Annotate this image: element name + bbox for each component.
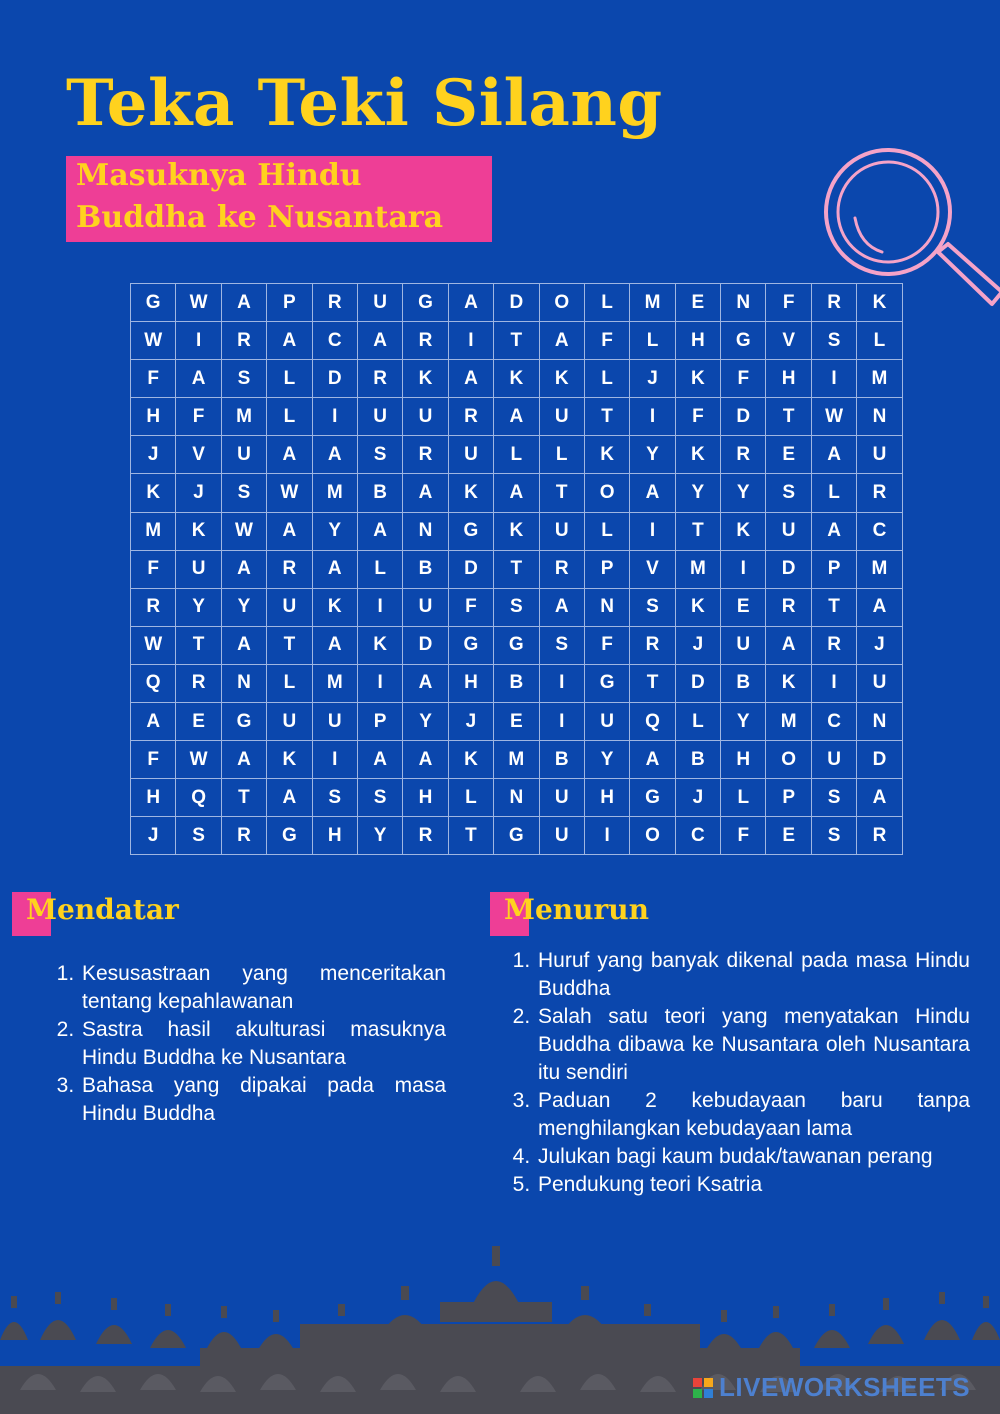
grid-cell[interactable]: N bbox=[721, 284, 766, 322]
grid-cell[interactable]: H bbox=[766, 360, 811, 398]
grid-cell[interactable]: T bbox=[494, 322, 539, 360]
grid-cell[interactable]: U bbox=[811, 741, 856, 779]
grid-cell[interactable]: K bbox=[494, 512, 539, 550]
grid-cell[interactable]: U bbox=[357, 284, 402, 322]
grid-cell[interactable]: R bbox=[312, 284, 357, 322]
grid-cell[interactable]: I bbox=[357, 664, 402, 702]
grid-cell[interactable]: I bbox=[811, 360, 856, 398]
grid-cell[interactable]: U bbox=[448, 436, 493, 474]
grid-cell[interactable]: S bbox=[357, 436, 402, 474]
menurun-clue-item: 2. Salah satu teori yang menyatakan Hindu Buddha dibawa ke Nusantara oleh Nusantara itu sendiri bbox=[536, 1003, 970, 1087]
grid-cell[interactable]: Y bbox=[630, 436, 675, 474]
grid-cell[interactable]: S bbox=[494, 588, 539, 626]
grid-cell[interactable]: C bbox=[675, 817, 720, 855]
grid-cell[interactable]: T bbox=[539, 474, 584, 512]
grid-cell[interactable]: R bbox=[131, 588, 176, 626]
grid-cell[interactable]: E bbox=[494, 703, 539, 741]
grid-cell[interactable]: F bbox=[584, 322, 629, 360]
grid-cell[interactable]: F bbox=[176, 398, 221, 436]
grid-row bbox=[131, 779, 903, 817]
grid-cell[interactable]: F bbox=[131, 741, 176, 779]
grid-cell[interactable]: E bbox=[675, 284, 720, 322]
grid-cell[interactable]: Y bbox=[721, 703, 766, 741]
grid-cell[interactable]: Q bbox=[630, 703, 675, 741]
grid-cell[interactable]: A bbox=[357, 741, 402, 779]
grid-cell[interactable]: D bbox=[494, 284, 539, 322]
grid-cell[interactable]: A bbox=[267, 512, 312, 550]
grid-cell[interactable]: L bbox=[857, 322, 902, 360]
grid-cell[interactable]: G bbox=[494, 817, 539, 855]
grid-cell[interactable]: K bbox=[176, 512, 221, 550]
grid-cell[interactable]: C bbox=[857, 512, 902, 550]
grid-cell[interactable]: R bbox=[721, 436, 766, 474]
grid-cell[interactable]: T bbox=[221, 779, 266, 817]
grid-cell[interactable]: F bbox=[721, 817, 766, 855]
grid-row bbox=[131, 512, 903, 550]
grid-cell[interactable]: U bbox=[357, 398, 402, 436]
grid-cell[interactable]: W bbox=[176, 741, 221, 779]
mendatar-heading: Mendatar bbox=[26, 893, 179, 926]
grid-cell[interactable]: I bbox=[539, 703, 584, 741]
grid-cell[interactable]: J bbox=[857, 626, 902, 664]
grid-cell[interactable]: M bbox=[857, 360, 902, 398]
grid-cell[interactable]: A bbox=[312, 626, 357, 664]
grid-cell[interactable]: I bbox=[357, 588, 402, 626]
grid-cell[interactable]: Y bbox=[584, 741, 629, 779]
grid-cell[interactable]: W bbox=[811, 398, 856, 436]
grid-cell[interactable]: W bbox=[131, 626, 176, 664]
grid-cell[interactable]: V bbox=[766, 322, 811, 360]
liveworksheets-logo-icon bbox=[693, 1378, 713, 1398]
grid-cell[interactable]: L bbox=[267, 360, 312, 398]
grid-cell[interactable]: H bbox=[131, 398, 176, 436]
grid-cell[interactable]: S bbox=[766, 474, 811, 512]
grid-cell[interactable]: A bbox=[221, 626, 266, 664]
grid-cell[interactable]: A bbox=[811, 512, 856, 550]
grid-cell[interactable]: E bbox=[721, 588, 766, 626]
grid-cell[interactable]: F bbox=[131, 360, 176, 398]
word-search-grid bbox=[130, 283, 903, 855]
grid-cell[interactable]: H bbox=[448, 664, 493, 702]
grid-cell[interactable]: E bbox=[766, 817, 811, 855]
grid-cell[interactable]: R bbox=[630, 626, 675, 664]
grid-cell[interactable]: B bbox=[357, 474, 402, 512]
grid-row bbox=[131, 741, 903, 779]
grid-cell[interactable]: L bbox=[584, 284, 629, 322]
grid-cell[interactable]: C bbox=[811, 703, 856, 741]
grid-cell[interactable]: T bbox=[584, 398, 629, 436]
grid-cell[interactable]: K bbox=[494, 360, 539, 398]
grid-cell[interactable]: L bbox=[811, 474, 856, 512]
grid-cell[interactable]: A bbox=[448, 284, 493, 322]
grid-cell[interactable]: A bbox=[312, 550, 357, 588]
grid-cell[interactable]: R bbox=[539, 550, 584, 588]
grid-cell[interactable]: U bbox=[176, 550, 221, 588]
grid-cell[interactable]: E bbox=[766, 436, 811, 474]
grid-cell[interactable]: I bbox=[630, 512, 675, 550]
grid-cell[interactable]: P bbox=[584, 550, 629, 588]
grid-cell[interactable]: Y bbox=[221, 588, 266, 626]
grid-cell[interactable]: K bbox=[312, 588, 357, 626]
grid-cell[interactable]: M bbox=[766, 703, 811, 741]
grid-cell[interactable]: U bbox=[267, 703, 312, 741]
grid-cell[interactable]: M bbox=[494, 741, 539, 779]
grid-cell[interactable]: S bbox=[811, 817, 856, 855]
grid-cell[interactable]: N bbox=[857, 703, 902, 741]
grid-cell[interactable]: T bbox=[811, 588, 856, 626]
grid-cell[interactable]: A bbox=[312, 436, 357, 474]
grid-cell[interactable]: U bbox=[766, 512, 811, 550]
grid-cell[interactable]: U bbox=[539, 398, 584, 436]
grid-cell[interactable]: R bbox=[357, 360, 402, 398]
grid-cell[interactable]: P bbox=[766, 779, 811, 817]
grid-cell[interactable]: A bbox=[357, 322, 402, 360]
grid-cell[interactable]: H bbox=[721, 741, 766, 779]
grid-cell[interactable]: B bbox=[403, 550, 448, 588]
grid-cell[interactable]: L bbox=[448, 779, 493, 817]
grid-cell[interactable]: I bbox=[721, 550, 766, 588]
grid-cell[interactable]: R bbox=[221, 322, 266, 360]
grid-cell[interactable]: T bbox=[675, 512, 720, 550]
menurun-clue-item: 5. Pendukung teori Ksatria bbox=[536, 1171, 970, 1199]
grid-cell[interactable]: J bbox=[675, 626, 720, 664]
grid-cell[interactable]: U bbox=[721, 626, 766, 664]
grid-cell[interactable]: A bbox=[766, 626, 811, 664]
grid-cell[interactable]: U bbox=[539, 779, 584, 817]
grid-cell[interactable]: Y bbox=[675, 474, 720, 512]
grid-cell[interactable]: D bbox=[721, 398, 766, 436]
grid-cell[interactable]: L bbox=[494, 436, 539, 474]
grid-row bbox=[131, 817, 903, 855]
grid-cell[interactable]: S bbox=[221, 360, 266, 398]
grid-cell[interactable]: O bbox=[584, 474, 629, 512]
grid-cell[interactable]: A bbox=[539, 588, 584, 626]
grid-cell[interactable]: G bbox=[494, 626, 539, 664]
grid-cell[interactable]: R bbox=[403, 436, 448, 474]
grid-cell[interactable]: I bbox=[448, 322, 493, 360]
grid-cell[interactable]: M bbox=[221, 398, 266, 436]
grid-row bbox=[131, 550, 903, 588]
grid-cell[interactable]: G bbox=[721, 322, 766, 360]
grid-cell[interactable]: B bbox=[539, 741, 584, 779]
grid-cell[interactable]: K bbox=[766, 664, 811, 702]
grid-cell[interactable]: I bbox=[176, 322, 221, 360]
grid-cell[interactable]: P bbox=[357, 703, 402, 741]
grid-cell[interactable]: A bbox=[131, 703, 176, 741]
grid-cell[interactable]: C bbox=[312, 322, 357, 360]
grid-cell[interactable]: Q bbox=[176, 779, 221, 817]
liveworksheets-logo-text: LIVEWORKSHEETS bbox=[719, 1372, 971, 1402]
grid-cell[interactable]: B bbox=[675, 741, 720, 779]
grid-cell[interactable]: M bbox=[630, 284, 675, 322]
grid-cell[interactable]: A bbox=[539, 322, 584, 360]
grid-cell[interactable]: V bbox=[630, 550, 675, 588]
grid-cell[interactable]: K bbox=[357, 626, 402, 664]
grid-cell[interactable]: R bbox=[403, 322, 448, 360]
grid-cell[interactable]: J bbox=[131, 817, 176, 855]
liveworksheets-logo bbox=[693, 1372, 970, 1403]
grid-cell[interactable]: T bbox=[448, 817, 493, 855]
grid-cell[interactable]: G bbox=[630, 779, 675, 817]
grid-cell[interactable]: A bbox=[630, 741, 675, 779]
grid-cell[interactable]: R bbox=[811, 284, 856, 322]
grid-row bbox=[131, 398, 903, 436]
grid-cell[interactable]: Q bbox=[131, 664, 176, 702]
grid-cell[interactable]: J bbox=[630, 360, 675, 398]
grid-cell[interactable]: N bbox=[584, 588, 629, 626]
mendatar-clue-item: 1. Kesusastraan yang menceritakan tentang kepahlawanan bbox=[80, 960, 446, 1016]
grid-cell[interactable]: A bbox=[448, 360, 493, 398]
grid-cell[interactable]: R bbox=[267, 550, 312, 588]
grid-cell[interactable]: L bbox=[721, 779, 766, 817]
grid-cell[interactable]: M bbox=[312, 474, 357, 512]
grid-cell[interactable]: F bbox=[721, 360, 766, 398]
grid-cell[interactable]: K bbox=[448, 474, 493, 512]
grid-cell[interactable]: H bbox=[312, 817, 357, 855]
grid-cell[interactable]: F bbox=[675, 398, 720, 436]
grid-cell[interactable]: L bbox=[267, 664, 312, 702]
grid-cell[interactable]: O bbox=[766, 741, 811, 779]
grid-cell[interactable]: L bbox=[539, 436, 584, 474]
subtitle-line-1: Masuknya Hindu bbox=[76, 158, 362, 193]
grid-cell[interactable]: S bbox=[811, 322, 856, 360]
grid-cell[interactable]: V bbox=[176, 436, 221, 474]
grid-cell[interactable]: Y bbox=[357, 817, 402, 855]
grid-cell[interactable]: B bbox=[494, 664, 539, 702]
grid-cell[interactable]: S bbox=[312, 779, 357, 817]
grid-cell[interactable]: R bbox=[176, 664, 221, 702]
grid-cell[interactable]: P bbox=[811, 550, 856, 588]
grid-cell[interactable]: L bbox=[584, 360, 629, 398]
grid-cell[interactable]: G bbox=[448, 626, 493, 664]
grid-cell[interactable]: J bbox=[131, 436, 176, 474]
grid-cell[interactable]: R bbox=[221, 817, 266, 855]
grid-row bbox=[131, 626, 903, 664]
menurun-clue-item: 1. Huruf yang banyak dikenal pada masa Hindu Buddha bbox=[536, 947, 970, 1003]
grid-cell[interactable]: U bbox=[312, 703, 357, 741]
grid-cell[interactable]: K bbox=[403, 360, 448, 398]
grid-cell[interactable]: U bbox=[267, 588, 312, 626]
grid-cell[interactable]: M bbox=[857, 550, 902, 588]
grid-cell[interactable]: G bbox=[131, 284, 176, 322]
grid-cell[interactable]: T bbox=[494, 550, 539, 588]
mendatar-clue-item: 2. Sastra hasil akulturasi masuknya Hindu Buddha ke Nusantara bbox=[80, 1016, 446, 1072]
grid-cell[interactable]: D bbox=[766, 550, 811, 588]
grid-cell[interactable]: K bbox=[448, 741, 493, 779]
grid-cell[interactable]: L bbox=[675, 703, 720, 741]
grid-cell[interactable]: R bbox=[857, 817, 902, 855]
mendatar-clue-list bbox=[56, 960, 446, 1128]
grid-cell[interactable]: D bbox=[857, 741, 902, 779]
grid-cell[interactable]: T bbox=[630, 664, 675, 702]
grid-cell[interactable]: F bbox=[766, 284, 811, 322]
grid-cell[interactable]: A bbox=[857, 588, 902, 626]
grid-cell[interactable]: P bbox=[267, 284, 312, 322]
grid-cell[interactable]: G bbox=[221, 703, 266, 741]
menurun-heading: Menurun bbox=[504, 893, 649, 926]
grid-cell[interactable]: T bbox=[176, 626, 221, 664]
grid-cell[interactable]: H bbox=[403, 779, 448, 817]
grid-row bbox=[131, 703, 903, 741]
grid-row bbox=[131, 664, 903, 702]
grid-cell[interactable]: L bbox=[584, 512, 629, 550]
grid-cell[interactable]: I bbox=[584, 817, 629, 855]
grid-cell[interactable]: H bbox=[131, 779, 176, 817]
grid-cell[interactable]: M bbox=[312, 664, 357, 702]
grid-cell[interactable]: G bbox=[267, 817, 312, 855]
grid-cell[interactable]: U bbox=[584, 703, 629, 741]
grid-cell[interactable]: D bbox=[312, 360, 357, 398]
grid-cell[interactable]: A bbox=[857, 779, 902, 817]
grid-cell[interactable]: F bbox=[584, 626, 629, 664]
grid-cell[interactable]: E bbox=[176, 703, 221, 741]
grid-cell[interactable]: M bbox=[675, 550, 720, 588]
grid-cell[interactable]: T bbox=[267, 626, 312, 664]
grid-cell[interactable]: J bbox=[448, 703, 493, 741]
grid-cell[interactable]: N bbox=[857, 398, 902, 436]
grid-cell[interactable]: A bbox=[267, 322, 312, 360]
grid-cell[interactable]: D bbox=[448, 550, 493, 588]
grid-cell[interactable]: A bbox=[176, 360, 221, 398]
grid-cell[interactable]: S bbox=[539, 626, 584, 664]
grid-cell[interactable]: U bbox=[403, 398, 448, 436]
grid-cell[interactable]: A bbox=[403, 474, 448, 512]
menurun-clue-item: 3. Paduan 2 kebudayaan baru tanpa menghilangkan kebudayaan lama bbox=[536, 1087, 970, 1143]
grid-cell[interactable]: O bbox=[630, 817, 675, 855]
grid-cell[interactable]: K bbox=[675, 588, 720, 626]
grid-cell[interactable]: S bbox=[221, 474, 266, 512]
grid-cell[interactable]: Y bbox=[312, 512, 357, 550]
grid-cell[interactable]: N bbox=[221, 664, 266, 702]
grid-cell[interactable]: G bbox=[403, 284, 448, 322]
grid-cell[interactable]: S bbox=[811, 779, 856, 817]
grid-cell[interactable]: R bbox=[403, 817, 448, 855]
grid-cell[interactable]: Y bbox=[721, 474, 766, 512]
grid-cell[interactable]: W bbox=[176, 284, 221, 322]
grid-cell[interactable]: K bbox=[267, 741, 312, 779]
grid-cell[interactable]: D bbox=[403, 626, 448, 664]
grid-cell[interactable]: H bbox=[675, 322, 720, 360]
grid-cell[interactable]: W bbox=[267, 474, 312, 512]
grid-cell[interactable]: A bbox=[494, 474, 539, 512]
grid-cell[interactable]: H bbox=[584, 779, 629, 817]
grid-cell[interactable]: I bbox=[312, 398, 357, 436]
grid-cell[interactable]: K bbox=[539, 360, 584, 398]
grid-cell[interactable]: K bbox=[584, 436, 629, 474]
grid-cell[interactable]: U bbox=[539, 512, 584, 550]
grid-cell[interactable]: W bbox=[131, 322, 176, 360]
grid-cell[interactable]: G bbox=[584, 664, 629, 702]
grid-cell[interactable]: A bbox=[811, 436, 856, 474]
subtitle-line-2: Buddha ke Nusantara bbox=[76, 200, 444, 235]
grid-cell[interactable]: R bbox=[857, 474, 902, 512]
grid-cell[interactable]: B bbox=[721, 664, 766, 702]
grid-cell[interactable]: U bbox=[403, 588, 448, 626]
grid-cell[interactable]: F bbox=[448, 588, 493, 626]
grid-cell[interactable]: A bbox=[221, 284, 266, 322]
grid-cell[interactable]: K bbox=[675, 360, 720, 398]
grid-cell[interactable]: A bbox=[630, 474, 675, 512]
grid-cell[interactable]: A bbox=[267, 436, 312, 474]
grid-cell[interactable]: U bbox=[539, 817, 584, 855]
grid-cell[interactable]: A bbox=[494, 398, 539, 436]
grid-cell[interactable]: A bbox=[357, 512, 402, 550]
grid-cell[interactable]: U bbox=[857, 436, 902, 474]
grid-cell[interactable]: K bbox=[131, 474, 176, 512]
grid-cell[interactable]: M bbox=[131, 512, 176, 550]
grid-cell[interactable]: U bbox=[857, 664, 902, 702]
grid-cell[interactable]: S bbox=[357, 779, 402, 817]
grid-cell[interactable]: K bbox=[675, 436, 720, 474]
grid-cell[interactable]: A bbox=[403, 664, 448, 702]
grid-cell[interactable]: Y bbox=[403, 703, 448, 741]
grid-cell[interactable]: T bbox=[766, 398, 811, 436]
grid-row bbox=[131, 436, 903, 474]
grid-cell[interactable]: O bbox=[539, 284, 584, 322]
grid-cell[interactable]: F bbox=[131, 550, 176, 588]
grid-cell[interactable]: U bbox=[221, 436, 266, 474]
grid-cell[interactable]: A bbox=[221, 550, 266, 588]
grid-cell[interactable]: A bbox=[267, 779, 312, 817]
menurun-clue-list bbox=[512, 947, 970, 1199]
page-title: Teka Teki Silang bbox=[66, 66, 663, 141]
grid-cell[interactable]: A bbox=[403, 741, 448, 779]
grid-cell[interactable]: G bbox=[448, 512, 493, 550]
grid-row bbox=[131, 360, 903, 398]
grid-cell[interactable]: I bbox=[630, 398, 675, 436]
grid-cell[interactable]: S bbox=[630, 588, 675, 626]
grid-cell[interactable]: K bbox=[857, 284, 902, 322]
grid-cell[interactable]: I bbox=[539, 664, 584, 702]
grid-cell[interactable]: J bbox=[176, 474, 221, 512]
menurun-clue-item: 4. Julukan bagi kaum budak/tawanan perang bbox=[536, 1143, 970, 1171]
grid-cell[interactable]: R bbox=[811, 626, 856, 664]
grid-cell[interactable]: R bbox=[766, 588, 811, 626]
grid-cell[interactable]: K bbox=[721, 512, 766, 550]
grid-cell[interactable]: Y bbox=[176, 588, 221, 626]
grid-cell[interactable]: N bbox=[403, 512, 448, 550]
grid-cell[interactable]: S bbox=[176, 817, 221, 855]
mendatar-clue-item: 3. Bahasa yang dipakai pada masa Hindu Buddha bbox=[80, 1072, 446, 1128]
grid-cell[interactable]: J bbox=[675, 779, 720, 817]
grid-cell[interactable]: W bbox=[221, 512, 266, 550]
grid-cell[interactable]: L bbox=[357, 550, 402, 588]
grid-cell[interactable]: A bbox=[221, 741, 266, 779]
grid-cell[interactable]: I bbox=[312, 741, 357, 779]
grid-cell[interactable]: L bbox=[267, 398, 312, 436]
grid-row bbox=[131, 284, 903, 322]
grid-row bbox=[131, 588, 903, 626]
grid-cell[interactable]: L bbox=[630, 322, 675, 360]
grid-cell[interactable]: I bbox=[811, 664, 856, 702]
grid-cell[interactable]: R bbox=[448, 398, 493, 436]
grid-cell[interactable]: D bbox=[675, 664, 720, 702]
grid-cell[interactable]: N bbox=[494, 779, 539, 817]
grid-row bbox=[131, 322, 903, 360]
grid-row bbox=[131, 474, 903, 512]
